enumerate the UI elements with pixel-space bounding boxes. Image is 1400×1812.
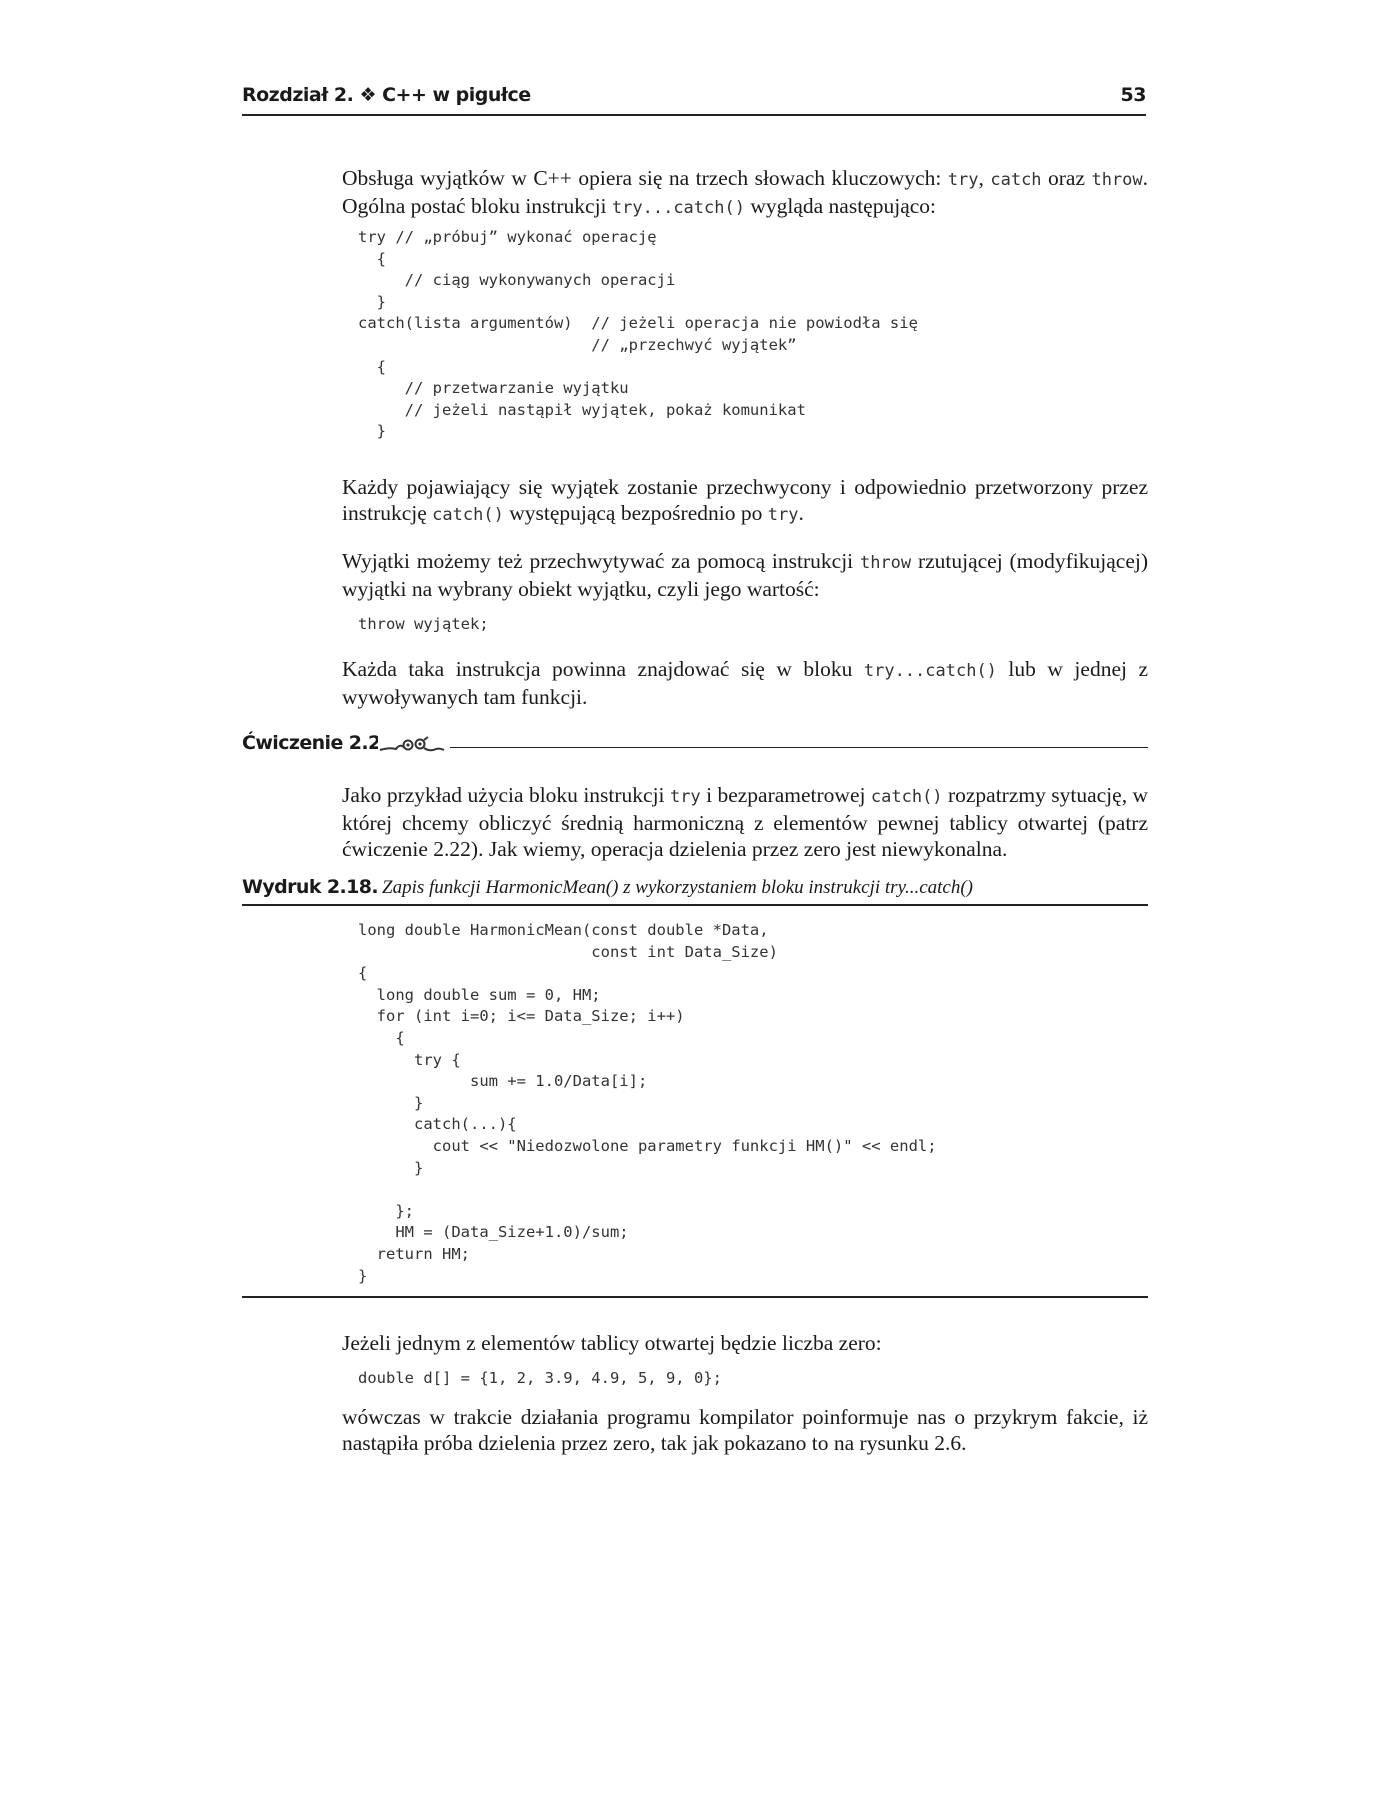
running-header [242, 84, 1146, 116]
text-run: występującą bezpośrednio po [503, 501, 768, 525]
text-run: , [978, 166, 991, 190]
text-run: i bezparametrowej [700, 783, 871, 807]
paragraph-zero-element: Jeżeli jednym z elementów tablicy otwartej będzie liczba zero: [342, 1331, 882, 1355]
text-run: oraz [1041, 166, 1092, 190]
paragraph-try-block [342, 656, 1148, 710]
listing-caption [242, 876, 1148, 906]
text-run: rozpatrzmy sytuację, w której chcemy obliczyć średnią harmoniczną z elementów pewnej tablicy otwartej (patrz ćwiczenie 2.22). Jak wiemy, operacja dzielenia przez zero jest niewykonalna. [342, 783, 1148, 861]
listing-end-rule [242, 1296, 1148, 1298]
text-run: Jako przykład użycia bloku instrukcji [342, 783, 670, 807]
inline-code: try [669, 787, 701, 807]
inline-code: throw [859, 553, 912, 573]
inline-code: try [947, 170, 979, 190]
text-run: Każdy pojawiający się wyjątek zostanie przechwycony i odpowiednio przetworzony przez instrukcję [342, 475, 1148, 525]
inline-code: try...catch() [863, 661, 997, 681]
paragraph-exceptions-intro [342, 165, 1148, 221]
text-run: Każda taka instrukcja powinna znajdować się w bloku [342, 657, 864, 681]
text-run: . Ogólna postać bloku instrukcji [342, 166, 1149, 218]
inline-code: catch() [870, 787, 943, 807]
exercise-heading [242, 732, 1148, 760]
listing-title: Zapis funkcji HarmonicMean() z wykorzystaniem bloku instrukcji try...catch() [382, 877, 974, 898]
paragraph-division-by-zero: wówczas w trakcie działania programu kompilator poinformuje nas o przykrym fakcie, iż nastąpiła próba dzielenia przez zero, tak jak pokazano to na rysunku 2.6. [342, 1405, 1148, 1455]
page-number: 53 [1120, 84, 1146, 106]
inline-code: throw [1091, 170, 1143, 190]
text-run: . [798, 501, 804, 525]
inline-code: try [767, 505, 799, 525]
text-run: rzutującej (modyfikującej) wyjątki na wybrany obiekt wyjątku, czyli jego wartość: [342, 549, 1148, 601]
text-run: Obsługa wyjątków w C++ opiera się na trzech słowach kluczowych: [342, 166, 948, 190]
listing-label: Wydruk 2.18. [242, 876, 378, 898]
code-harmonic-mean: long double HarmonicMean(const double *Data, const int Data_Size) { long double sum = 0, HM; for (int i=0; i<= Data_Size; i++) { try { sum += 1.0/Data[i]; } catch(...){ cout << "Niedozwolone parametry funkcji HM()" << endl; } }; HM = (Data_Size+1.0)/sum; return HM; } [358, 921, 937, 1285]
paragraph-throw [342, 548, 1148, 602]
code-try-catch-syntax: try // „próbuj” wykonać operację { // ciąg wykonywanych operacji } catch(lista argumentów) // jeżeli operacja nie powiodła się // „przechwyć wyjątek” { // przetwarzanie wyjątku // jeżeli nastąpił wyjątek, pokaż komunikat } [358, 228, 918, 441]
paragraph-harmonic-mean-intro [342, 782, 1148, 862]
exercise-ornament-icon [378, 734, 450, 758]
chapter-title: Rozdział 2. ❖ C++ w pigułce [242, 84, 531, 106]
code-array-example: double d[] = {1, 2, 3.9, 4.9, 5, 9, 0}; [358, 1369, 722, 1387]
exercise-label: Ćwiczenie 2.25. [242, 732, 406, 754]
inline-code: catch [990, 170, 1042, 190]
text-run: wygląda następująco: [744, 194, 937, 218]
inline-code: catch() [432, 505, 504, 525]
text-run: lub w jednej z wywoływanych tam funkcji. [342, 657, 1149, 709]
paragraph-exception-handling [342, 474, 1148, 528]
code-throw-example: throw wyjątek; [358, 615, 489, 633]
text-run: Wyjątki możemy też przechwytywać za pomocą instrukcji [342, 549, 860, 573]
inline-code: try...catch() [611, 198, 745, 218]
exercise-rule [370, 747, 1148, 748]
